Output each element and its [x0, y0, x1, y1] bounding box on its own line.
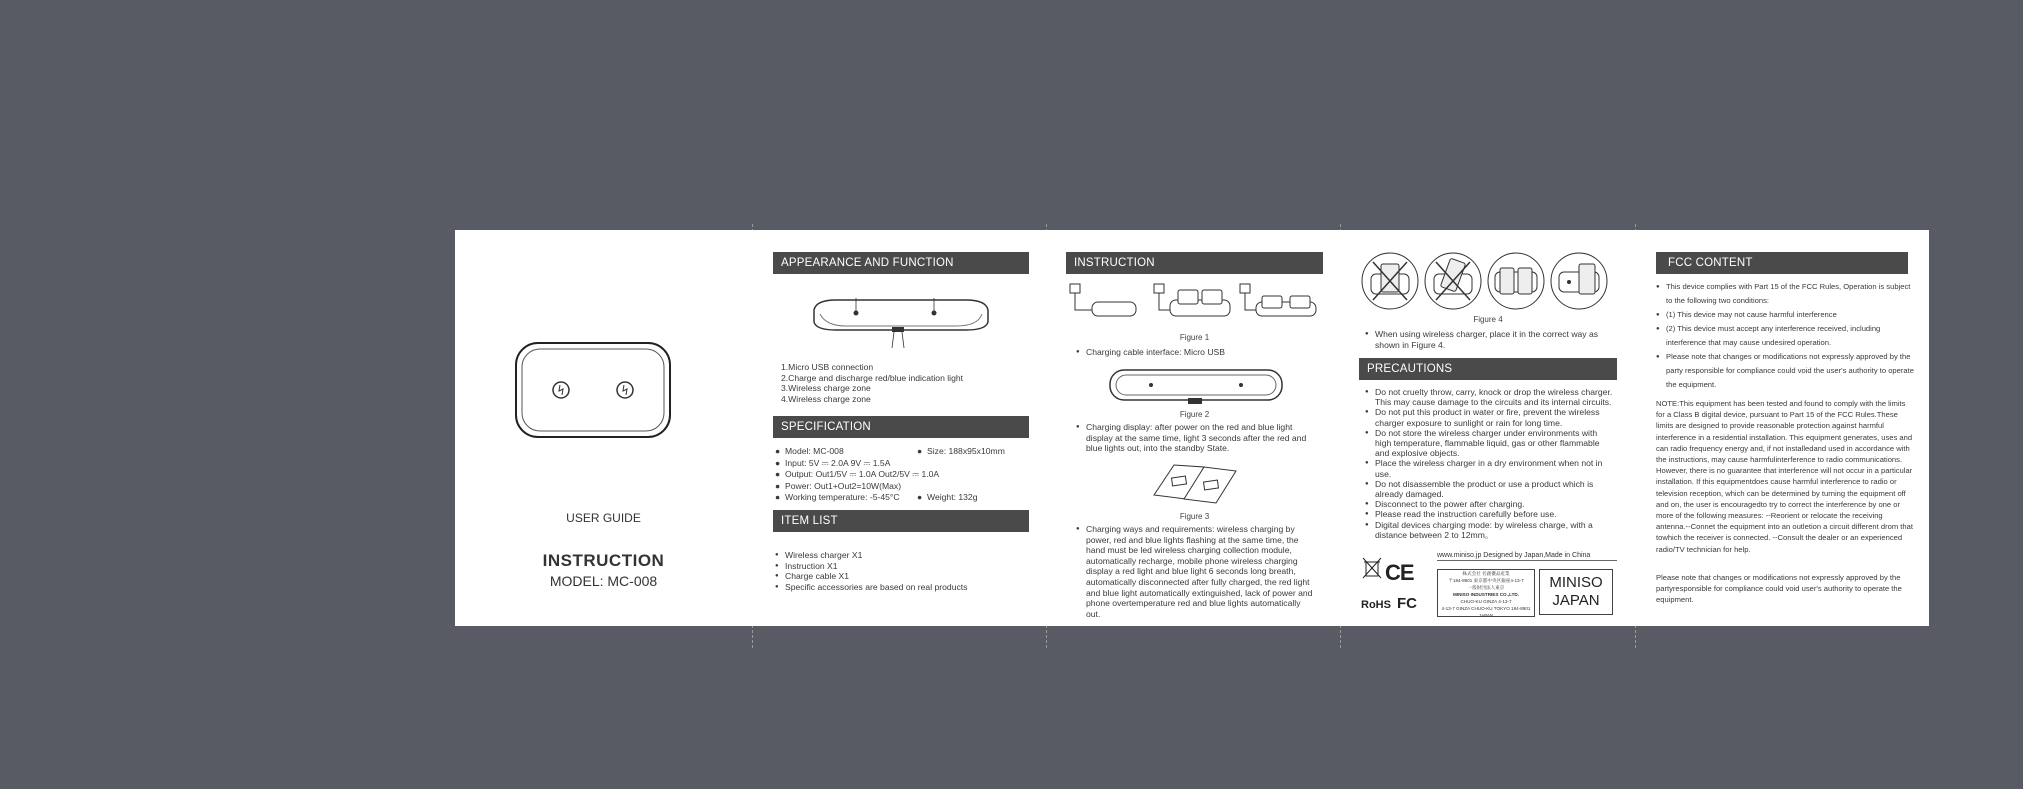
appearance-header: APPEARANCE AND FUNCTION — [773, 252, 1029, 274]
miniso-logo — [1539, 569, 1613, 615]
list-item: ● Wireless charger X1 — [775, 550, 1029, 561]
list-item: ● This device complies with Part 15 of the FCC Rules, Operation is subject to the following two conditions: — [1656, 280, 1914, 308]
ce-mark: CE — [1385, 560, 1414, 585]
charger-illustration — [513, 340, 673, 440]
charging-ways-note — [1076, 524, 1316, 619]
figure-3-illustration — [1144, 455, 1244, 511]
company-address-box — [1437, 569, 1535, 617]
spec-model: Model: MC-008 — [785, 446, 844, 456]
figure-3-caption: Figure 3 — [1179, 512, 1210, 521]
company-line: 4-13-7 GINZA CHUO-KU TOKYO 184-8901 JAPAN — [1441, 606, 1531, 617]
fcc-closing: Please note that changes or modifications not expressly approved by the partyresponsible for compliance could void user's authority to operate the equipment. — [1656, 573, 1902, 605]
cover-panel — [455, 230, 752, 626]
figure-4-illustration — [1359, 248, 1617, 314]
company-line: 一般財団法人東京 — [1467, 585, 1505, 590]
appearance-item: 3.Wireless charge zone — [781, 383, 871, 394]
list-item: ● Please read the instruction carefully before use. — [1365, 509, 1615, 519]
company-line: MINISO INDUSTRIES CO.,LTD. — [1452, 592, 1519, 597]
appearance-item: 2.Charge and discharge red/blue indication light — [781, 372, 964, 383]
placement-text: ● When using wireless charger, place it in the correct way as shown in Figure 4. — [1365, 329, 1615, 350]
list-item: ● Do not disassemble the product or use a product which is already damaged. — [1365, 479, 1615, 499]
fcc-note: NOTE:This equipment has been tested and found to comply with the limits for a Class B digital device, pursuant to Part 15 of the FCC Rules.These limits are designed to provide reasonable protection against harmful interference in a residential installation. This equipment generates, uses and can radio frequency energy and, if not installedand used in accordance with the instructions, may cause harmfulinterference to radio communications. However, there is no guarantee that interference will not occur in a particular installation. If this equipmentdoes cause harmful interference to radio or television reception, which can be determined by turning the equipment off and on, the user is encouragedto try to correct the interference by one or more of the following measures: --Reorient or relocate the receiving antenna.--Connet the equipment into an outletion a circuit different drom that towhich the receiver is connected. --Consult the dealer or an experienced radio/TV technician for help. — [1656, 399, 1913, 554]
website-line: www.miniso.jp Designed by Japan,Made in China — [1437, 552, 1617, 561]
specification-header: SPECIFICATION — [773, 416, 1029, 438]
figure-2-caption: Figure 2 — [1179, 410, 1210, 419]
precautions-panel — [1359, 230, 1617, 626]
list-item: ● Charge cable X1 — [775, 571, 1029, 582]
charging-display-text: ● Charging display: after power on the red and blue light display at the same time, light 3 seconds after the red and blue lights out, into the standby State. — [1076, 422, 1316, 454]
user-guide-label: USER GUIDE — [566, 511, 641, 525]
appearance-item: 1.Micro USB connection — [781, 362, 874, 372]
cover-title: INSTRUCTION — [542, 551, 665, 570]
appearance-item: 4.Wireless charge zone — [781, 393, 871, 404]
list-item: ● Please note that changes or modifications not expressly approved by the party responsible for compliance could void the user's authority to operate the equipment. — [1656, 350, 1914, 392]
list-item: ● Disconnect to the power after charging. — [1365, 499, 1615, 509]
charger-side-view — [806, 290, 996, 352]
list-item: ● Do not cruelty throw, carry, knock or drop the wireless charger. This may cause damage to the circuits and its internal circuits. — [1365, 387, 1615, 407]
weee-bin-icon — [1361, 556, 1383, 580]
company-line: CHUO-KU GINZA 4-13-7 — [1460, 599, 1512, 604]
list-item: ● Instruction X1 — [775, 561, 1029, 572]
fcc-panel — [1656, 230, 1914, 626]
list-item: ● Digital devices charging mode: by wireless charge, with a distance between 2 to 12mm。 — [1365, 520, 1615, 540]
list-item: ● (2) This device must accept any interference received, including interference that may cause undesired operation. — [1656, 322, 1914, 350]
precautions-list — [1365, 387, 1615, 540]
figure-2-illustration — [1106, 366, 1286, 406]
logo-line: JAPAN — [1552, 592, 1600, 609]
figure-1-illustration — [1066, 280, 1323, 328]
list-item: ● Do not put this product in water or fire, prevent the wireless charger exposure to sunlight or rain for long time. — [1365, 407, 1615, 427]
fcc-bullets — [1656, 280, 1914, 392]
specification-list: ● Model: MC-008 ● Size: 188x95x10mm ● Input: 5V ⎓ 2.0A 9V ⎓ 1.5A ● Output: Out1/5V ⎓ 1.0A Out2/5V ⎓ 1.0A ● Power: Out1+Out2=10W(Max) ● Working temperature: -5-45°C ● Weight: 132g — [775, 446, 1005, 503]
company-line: 株式会社 名創優品産業 — [1462, 571, 1510, 576]
spec-input: Input: 5V ⎓ 2.0A 9V ⎓ 1.5A — [785, 457, 891, 468]
cable-interface-note — [1076, 347, 1316, 358]
appearance-list — [781, 362, 963, 404]
list-item: ● (1) This device may not cause harmful interference — [1656, 308, 1914, 322]
precautions-header: PRECAUTIONS — [1359, 358, 1617, 380]
fcc-mark: FC — [1397, 595, 1417, 612]
item-list-header: ITEM LIST — [773, 510, 1029, 532]
instruction-leaflet — [455, 230, 1929, 626]
rohs-mark: RoHS — [1361, 599, 1391, 611]
spec-size: Size: 188x95x10mm — [927, 446, 1005, 456]
instruction-panel — [1066, 230, 1323, 626]
cable-interface-text: ● Charging cable interface: Micro USB — [1076, 347, 1316, 358]
list-item: ● Specific accessories are based on real products — [775, 582, 1029, 593]
company-line: 〒184-8901 東京都中央区銀座4-13-7 — [1448, 578, 1524, 583]
list-item: ● Place the wireless charger in a dry environment when not in use. — [1365, 458, 1615, 478]
charging-display-note — [1076, 422, 1316, 454]
model-label: MODEL: MC-008 — [549, 573, 658, 589]
appearance-panel — [773, 230, 1029, 626]
figure-4-caption: Figure 4 — [1473, 315, 1503, 324]
logo-line: MINISO — [1549, 574, 1603, 591]
item-list — [775, 550, 1029, 592]
fcc-header: FCC CONTENT — [1656, 252, 1908, 274]
instruction-header: INSTRUCTION — [1066, 252, 1323, 274]
figure-1-caption: Figure 1 — [1179, 333, 1210, 342]
spec-working-temp: Working temperature: -5-45°C — [785, 492, 900, 503]
list-item: ● Do not store the wireless charger under environments with high temperature, flammable liquid, gas or other flammable and explosive objects. — [1365, 428, 1615, 459]
spec-output: Output: Out1/5V ⎓ 1.0A Out2/5V ⎓ 1.0A — [785, 469, 940, 480]
placement-note — [1365, 329, 1615, 350]
spec-weight: Weight: 132g — [927, 492, 978, 503]
charging-ways-text: ● Charging ways and requirements: wireless charging by power, red and blue lights flashing at the same time, the hand must be led wireless charging collection module, automatically recharge, mobile phone wireless charging display a red light and blue light 6 seconds long breath, automatically disconnected after fully charged, the red light and blue light automatically extinguished, lack of power and phone overtemperature red and blue lights automatically out. — [1076, 524, 1316, 619]
spec-power: Power: Out1+Out2=10W(Max) — [785, 480, 902, 491]
